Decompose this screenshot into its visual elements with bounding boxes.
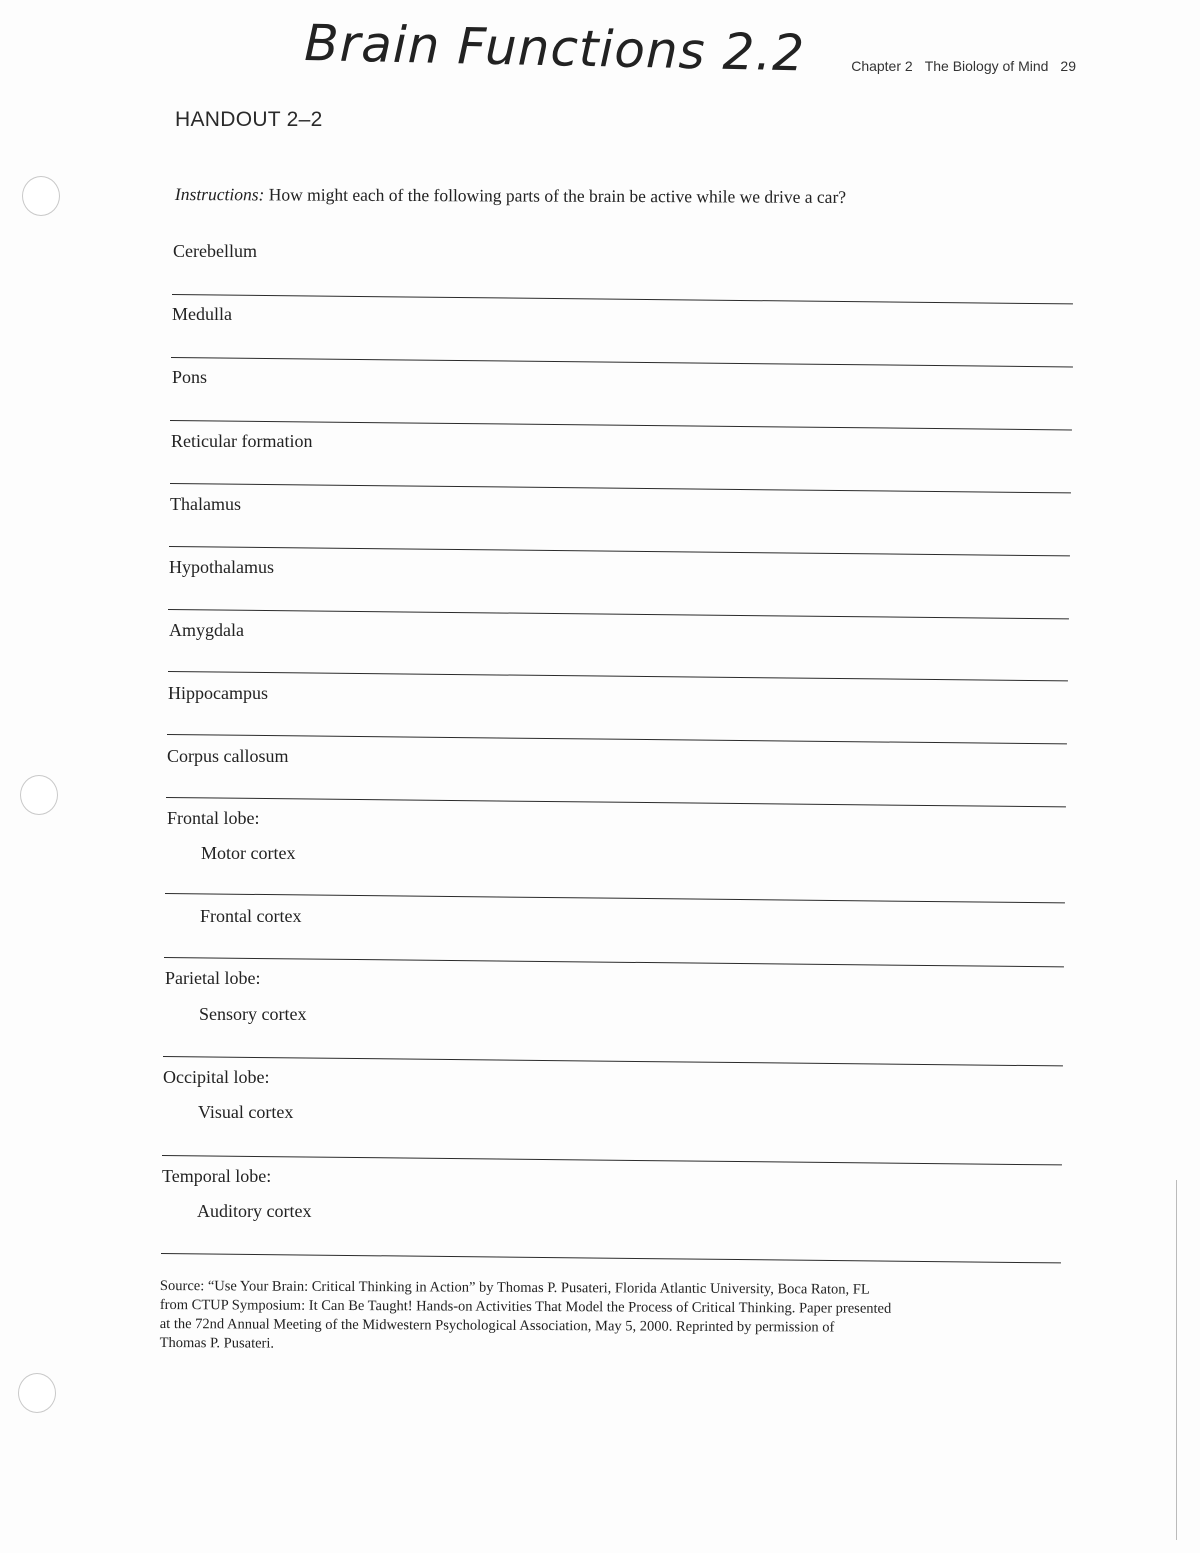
label-hippocampus: Hippocampus bbox=[168, 683, 268, 703]
answer-line-visual-cortex[interactable] bbox=[162, 1155, 1062, 1165]
page-edge-line bbox=[1176, 1180, 1177, 1540]
instructions-text: How might each of the following parts of the brain be active while we drive a car? bbox=[268, 184, 847, 207]
label-motor-cortex: Motor cortex bbox=[201, 843, 296, 863]
label-temporal-lobe: Temporal lobe: bbox=[162, 1166, 272, 1186]
label-occipital-lobe: Occipital lobe: bbox=[163, 1067, 270, 1087]
answer-line-pons[interactable] bbox=[170, 420, 1072, 430]
handout-label: HANDOUT 2–2 bbox=[175, 108, 323, 131]
label-auditory-cortex: Auditory cortex bbox=[197, 1201, 312, 1221]
punch-hole-bottom bbox=[18, 1373, 56, 1413]
answer-line-hypothalamus[interactable] bbox=[168, 609, 1069, 619]
source-citation bbox=[160, 1277, 1060, 1358]
label-thalamus: Thalamus bbox=[170, 494, 241, 514]
label-sensory-cortex: Sensory cortex bbox=[199, 1004, 307, 1024]
answer-line-hippocampus[interactable] bbox=[167, 734, 1067, 744]
label-medulla: Medulla bbox=[172, 304, 232, 324]
punch-hole-top bbox=[22, 176, 60, 216]
label-cerebellum: Cerebellum bbox=[173, 241, 257, 261]
label-reticular-formation: Reticular formation bbox=[171, 431, 313, 451]
source-line-4: Thomas P. Pusateri. bbox=[159, 1334, 275, 1352]
label-frontal-cortex: Frontal cortex bbox=[200, 906, 302, 926]
answer-line-corpus-callosum[interactable] bbox=[166, 797, 1066, 807]
punch-hole-middle bbox=[20, 775, 58, 815]
source-line-1: Source: “Use Your Brain: Critical Thinking in Action” by Thomas P. Pusateri, Florida Atlantic University, Boca Raton, FL bbox=[159, 1278, 870, 1298]
source-line-3: at the 72nd Annual Meeting of the Midwestern Psychological Association, May 5, 2000. Reprinted by permission of bbox=[159, 1315, 835, 1336]
source-line-2: from CTUP Symposium: It Can Be Taught! Hands-on Activities That Model the Process of Critical Thinking. Paper presented bbox=[159, 1296, 892, 1317]
answer-line-motor-cortex[interactable] bbox=[165, 893, 1065, 903]
label-hypothalamus: Hypothalamus bbox=[169, 557, 274, 577]
label-corpus-callosum: Corpus callosum bbox=[167, 746, 289, 766]
answer-line-cerebellum[interactable] bbox=[172, 294, 1073, 304]
answer-line-amygdala[interactable] bbox=[168, 671, 1068, 681]
answer-line-reticular-formation[interactable] bbox=[170, 483, 1071, 493]
answer-line-frontal-cortex[interactable] bbox=[164, 957, 1064, 967]
handwritten-title: Brain Functions 2.2 bbox=[303, 14, 806, 83]
answer-line-auditory-cortex[interactable] bbox=[161, 1253, 1061, 1263]
label-parietal-lobe: Parietal lobe: bbox=[165, 968, 261, 988]
chapter-label: Chapter 2 bbox=[851, 58, 913, 74]
answer-line-medulla[interactable] bbox=[171, 357, 1073, 367]
instructions bbox=[175, 184, 846, 208]
label-visual-cortex: Visual cortex bbox=[198, 1102, 294, 1122]
answer-line-sensory-cortex[interactable] bbox=[163, 1056, 1063, 1066]
instructions-label: Instructions: bbox=[174, 184, 265, 205]
running-header bbox=[851, 58, 1076, 74]
book-title: The Biology of Mind bbox=[924, 58, 1049, 74]
answer-line-thalamus[interactable] bbox=[169, 546, 1070, 556]
page-number: 29 bbox=[1060, 58, 1076, 74]
label-pons: Pons bbox=[172, 367, 208, 387]
label-amygdala: Amygdala bbox=[169, 620, 244, 640]
label-frontal-lobe: Frontal lobe: bbox=[167, 808, 260, 828]
